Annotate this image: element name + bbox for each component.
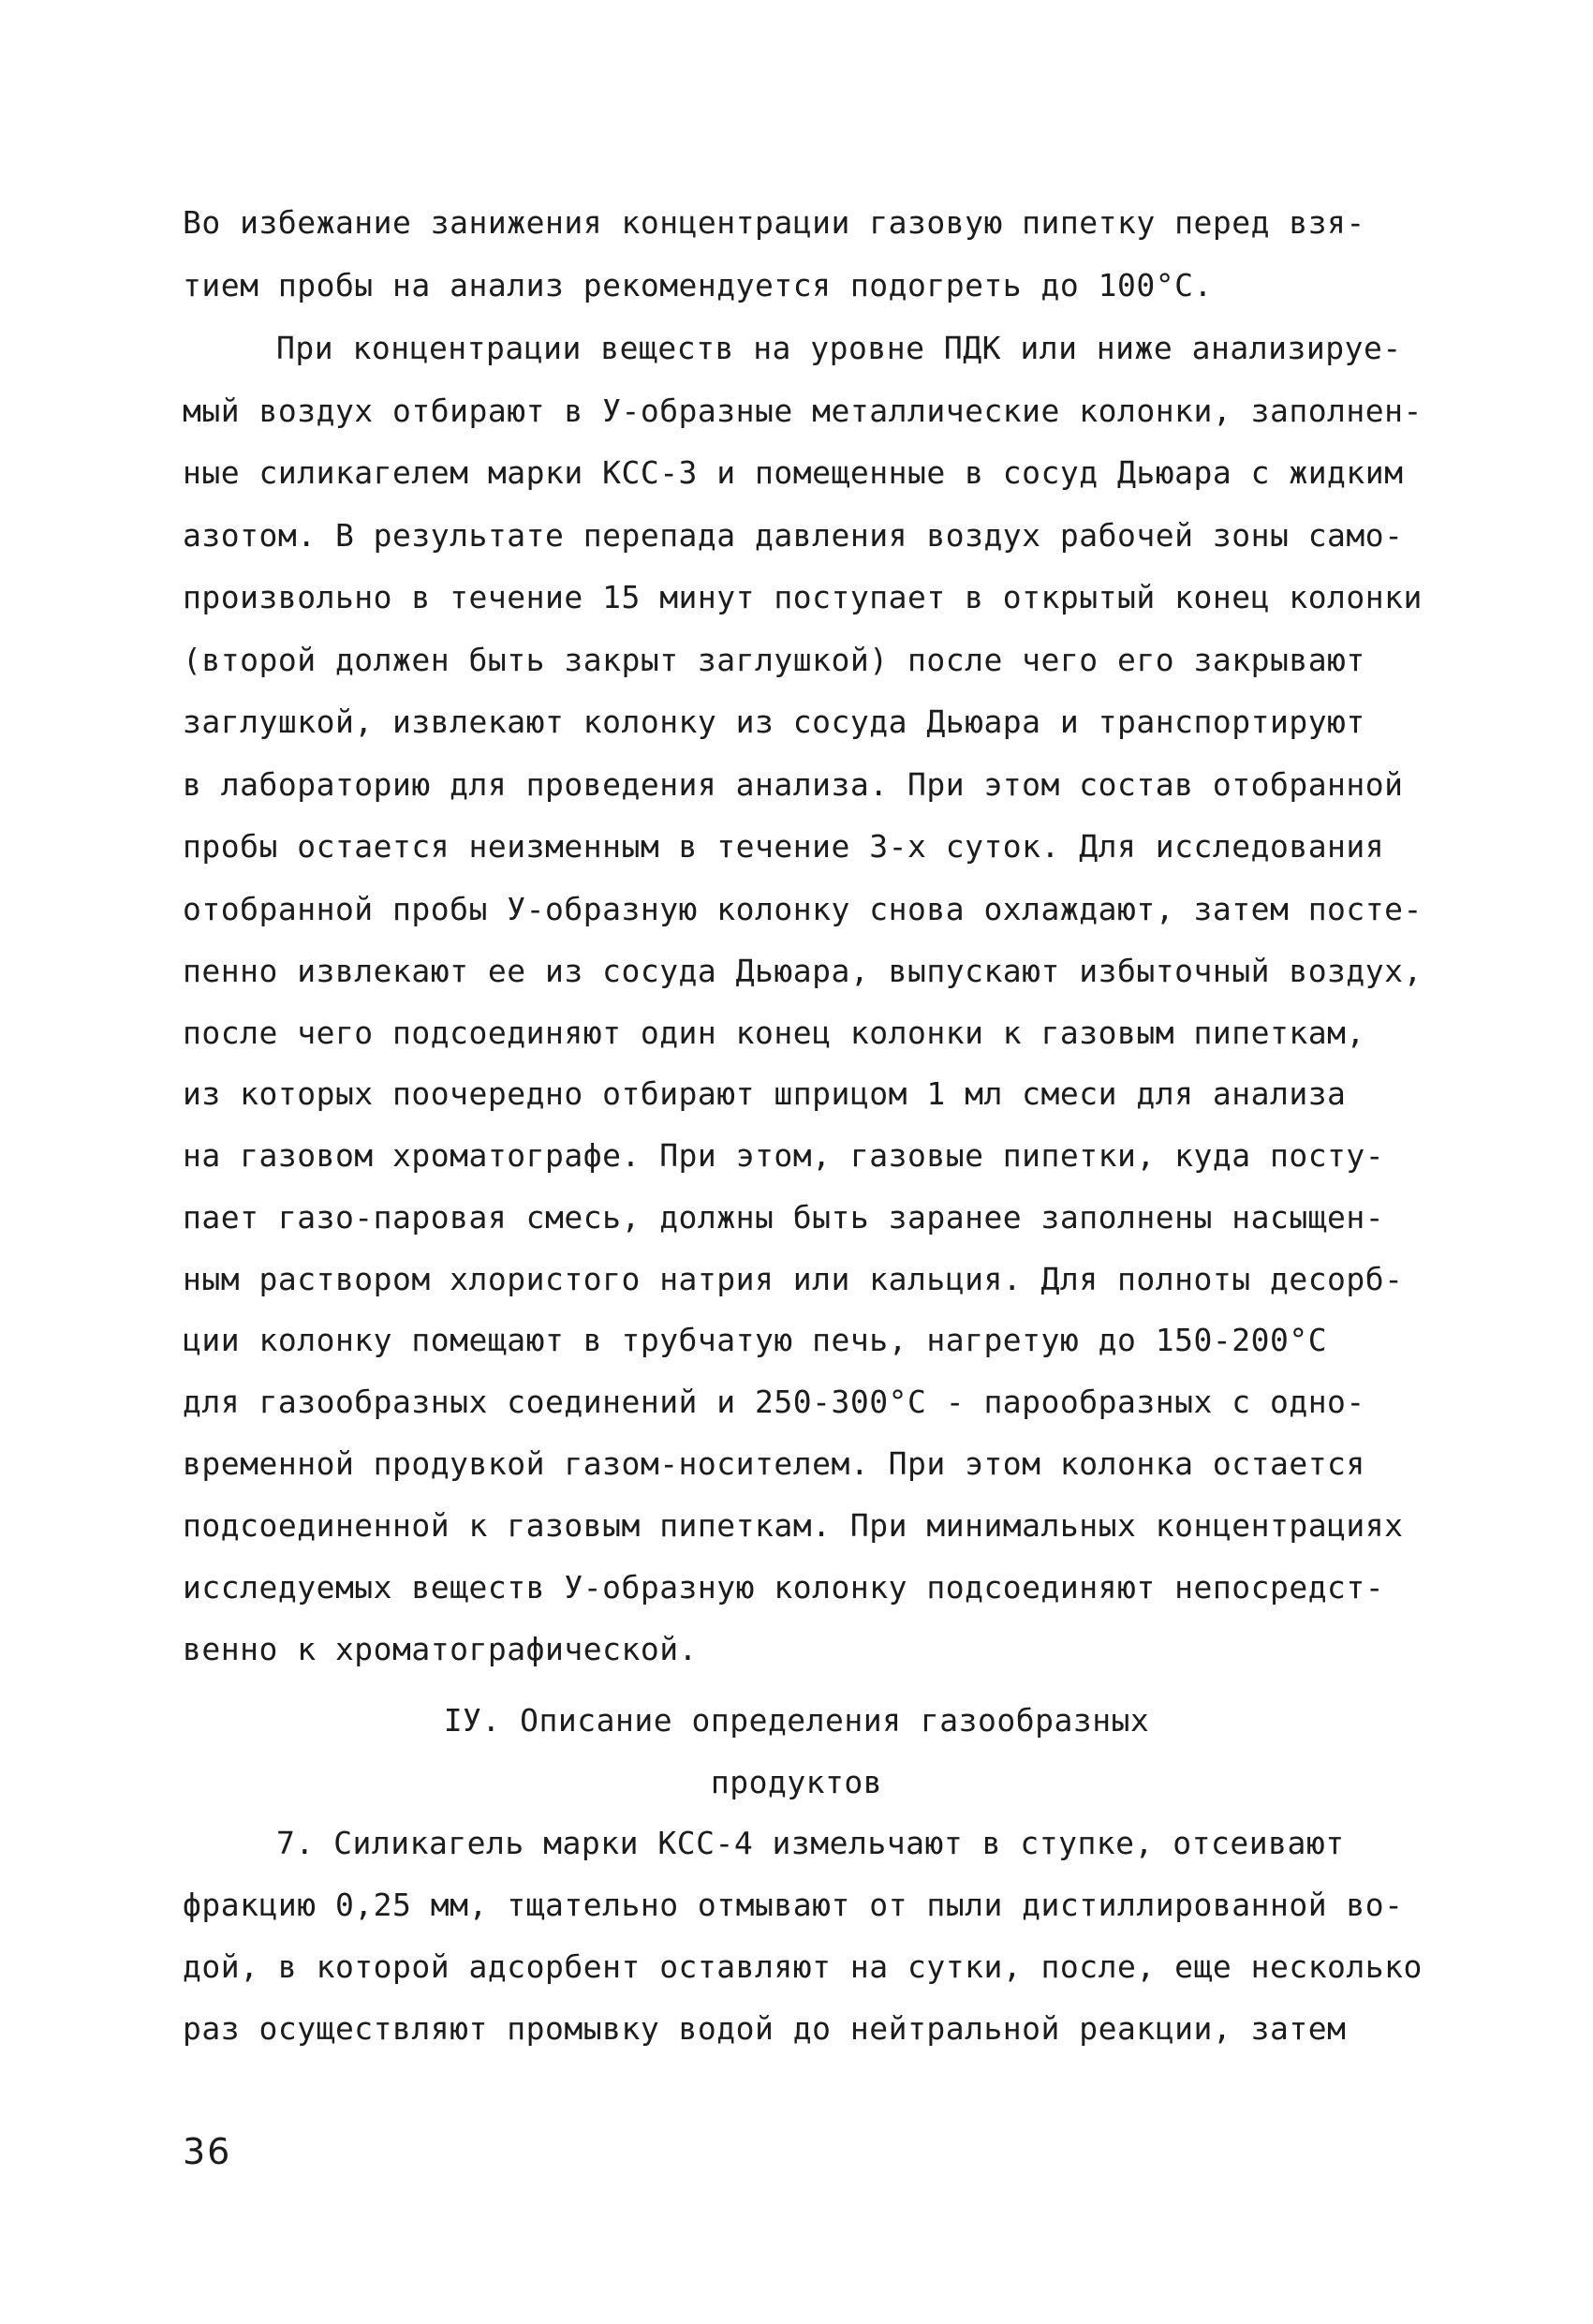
text-line: временной продувкой газом-носителем. При этом колонка остается <box>183 1445 1365 1482</box>
paragraph-7-line: 7. Силикагель марки КСС-4 измельчают в ступке, отсеивают <box>276 1825 1345 1861</box>
text-line: для газообразных соединений и 250-300°C - парообразных с одно- <box>183 1384 1365 1420</box>
section-heading-continued: продуктов <box>710 1764 883 1800</box>
text-line: ции колонку помещают в трубчатую печь, нагретую до 150-200°C <box>183 1322 1328 1358</box>
text-line: отобранной пробы У-образную колонку снова охлаждают, затем посте- <box>183 891 1423 927</box>
text-line: мый воздух отбирают в У-образные металлические колонки, заполнен- <box>183 392 1423 429</box>
text-line: азотом. В результате перепада давления воздух рабочей зоны само- <box>183 517 1404 554</box>
text-line: венно к хроматографической. <box>183 1631 698 1667</box>
section-heading: IУ. Описание определения газообразных <box>443 1702 1150 1739</box>
text-line: ным раствором хлористого натрия или кальция. Для полноты десорб- <box>183 1261 1404 1297</box>
text-line: ные силикагелем марки КСС-3 и помещенные в сосуд Дьюара с жидким <box>183 454 1404 491</box>
text-line: При концентрации веществ на уровне ПДК или ниже анализируе- <box>276 330 1402 366</box>
text-line: тием пробы на анализ рекомендуется подогреть до 100°C. <box>183 267 1213 303</box>
text-line: исследуемых веществ У-образную колонку подсоединяют непосредст- <box>183 1569 1385 1606</box>
text-line: из которых поочередно отбирают шприцом 1 мл смеси для анализа <box>183 1075 1347 1112</box>
paragraph-7-line: раз осуществляют промывку водой до нейтральной реакции, затем <box>183 2010 1347 2047</box>
text-line: в лабораторию для проведения анализа. При этом состав отобранной <box>183 766 1404 803</box>
text-line: (второй должен быть закрыт заглушкой) после чего его закрывают <box>183 642 1365 678</box>
text-line: пробы остается неизменным в течение 3-х суток. Для исследования <box>183 828 1385 865</box>
text-line: заглушкой, извлекают колонку из сосуда Дьюара и транспортируют <box>183 703 1365 740</box>
text-line: пает газо-паровая смесь, должны быть заранее заполнены насыщен- <box>183 1199 1385 1236</box>
text-line: подсоединенной к газовым пипеткам. При минимальных концентрациях <box>183 1507 1404 1544</box>
page-number: 36 <box>183 2131 232 2172</box>
text-line: Во избежание занижения концентрации газовую пипетку перед взя- <box>183 204 1365 241</box>
paragraph-7-line: дой, в которой адсорбент оставляют на сутки, после, еще несколько <box>183 1948 1423 1985</box>
text-line: произвольно в течение 15 минут поступает в открытый конец колонки <box>183 579 1423 615</box>
text-line: после чего подсоединяют один конец колонки к газовым пипеткам, <box>183 1014 1365 1051</box>
text-line: пенно извлекают ее из сосуда Дьюара, выпускают избыточный воздух, <box>183 953 1423 989</box>
paragraph-7-line: фракцию 0,25 мм, тщательно отмывают от пыли дистиллированной во- <box>183 1887 1404 1923</box>
text-line: на газовом хроматографе. При этом, газовые пипетки, куда посту- <box>183 1137 1385 1174</box>
